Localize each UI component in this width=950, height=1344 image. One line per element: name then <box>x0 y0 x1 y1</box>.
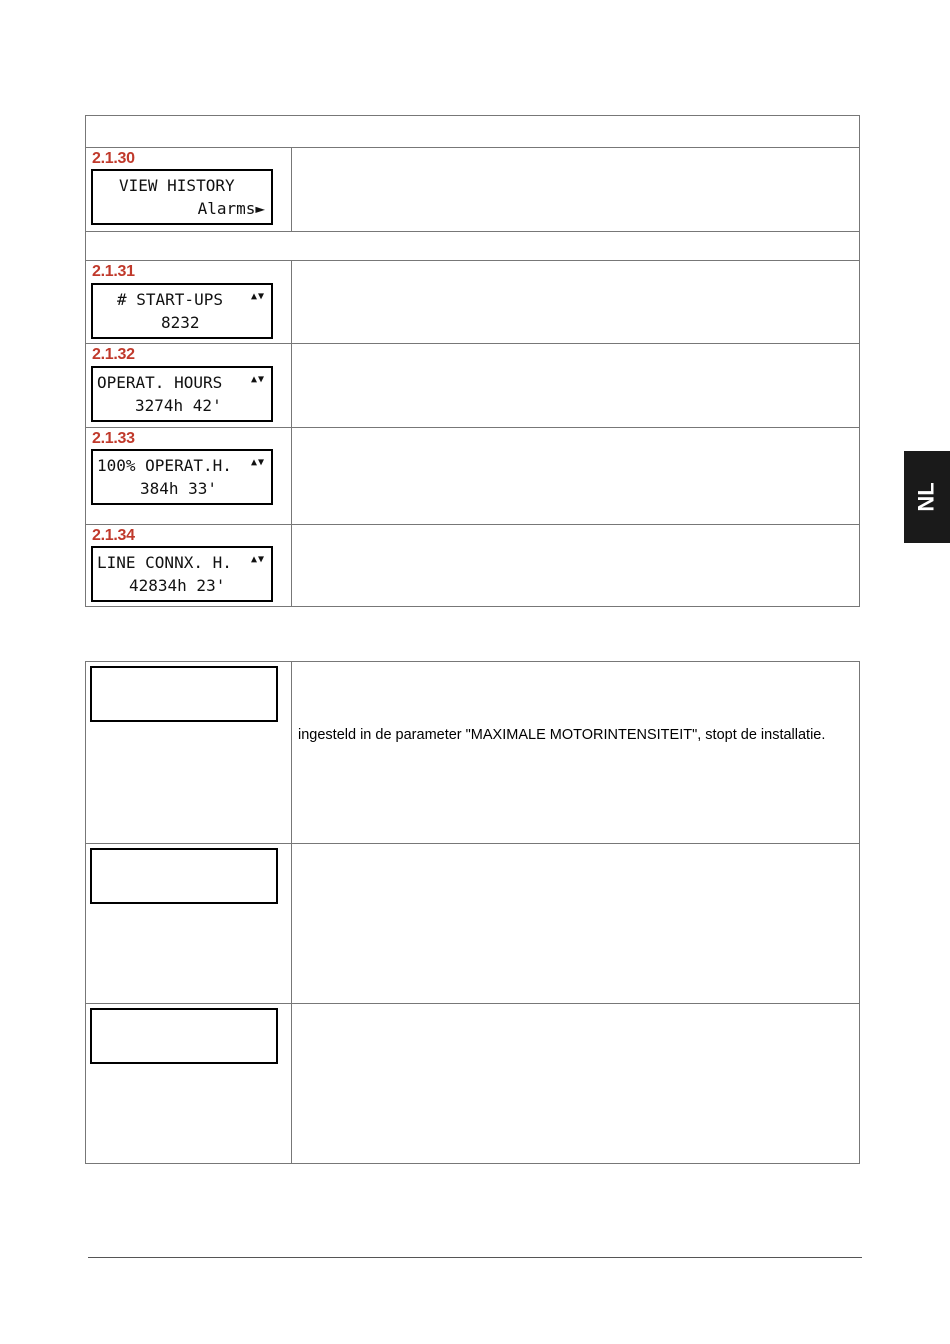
parameter-code: 2.1.32 <box>92 346 135 363</box>
lcd-display <box>90 848 278 904</box>
lcd-display <box>91 546 273 602</box>
lcd-line-2: 8232 <box>161 313 200 332</box>
lcd-line-2: Alarms► <box>197 199 265 218</box>
alarm-description: ingesteld in de parameter "MAXIMALE MOTORINTENSITEIT", stopt de installatie. <box>298 727 826 743</box>
up-down-arrows-icon: ▲▼ <box>250 554 265 565</box>
lcd-display <box>90 666 278 722</box>
language-tab <box>904 451 950 543</box>
table-row <box>86 427 859 524</box>
lcd-display <box>90 1008 278 1064</box>
header-row <box>86 116 859 147</box>
lcd-line-2: 3274h 42' <box>135 396 222 415</box>
language-tab-label: NL <box>913 482 939 512</box>
lcd-display <box>91 169 273 225</box>
footer-divider <box>88 1257 862 1258</box>
parameter-code: 2.1.34 <box>92 527 135 544</box>
lcd-line-1: 100% OPERAT.H. <box>97 456 232 475</box>
table-row <box>86 343 859 427</box>
parameter-code: 2.1.30 <box>92 150 135 167</box>
section-row <box>86 231 859 260</box>
lcd-line-2: 384h 33' <box>140 479 218 498</box>
up-down-arrows-icon: ▲▼ <box>250 291 265 302</box>
table-row <box>86 524 859 607</box>
table-row <box>86 662 859 843</box>
table-row <box>86 260 859 343</box>
lcd-line-1: VIEW HISTORY <box>119 176 235 195</box>
table-row <box>86 843 859 1003</box>
lcd-display <box>91 449 273 505</box>
lcd-line-2: 42834h 23' <box>129 576 226 595</box>
history-table <box>85 115 860 607</box>
alarm-table <box>85 661 860 1164</box>
table-row <box>86 147 859 231</box>
table-row <box>86 1003 859 1164</box>
parameter-code: 2.1.31 <box>92 263 135 280</box>
lcd-line-1: LINE CONNX. H. <box>97 553 232 572</box>
parameter-code: 2.1.33 <box>92 430 135 447</box>
lcd-display <box>91 366 273 422</box>
up-down-arrows-icon: ▲▼ <box>250 457 265 468</box>
lcd-display <box>91 283 273 339</box>
lcd-line-1: OPERAT. HOURS <box>97 373 223 392</box>
lcd-line-1: # START-UPS <box>117 290 223 309</box>
up-down-arrows-icon: ▲▼ <box>250 374 265 385</box>
